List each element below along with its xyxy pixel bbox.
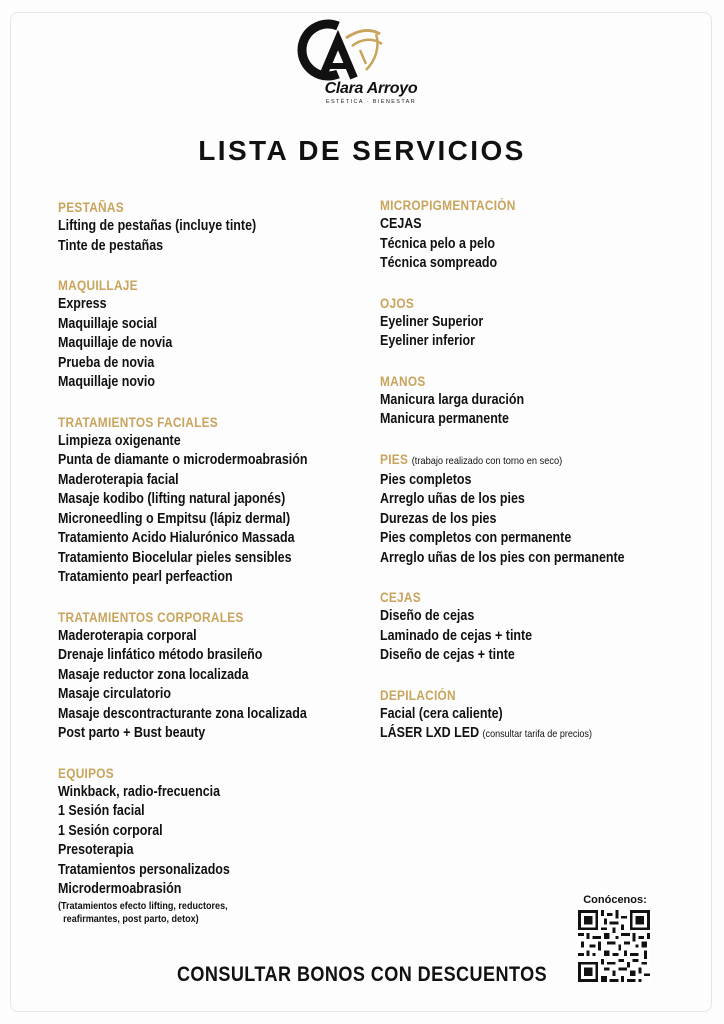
service-item: Masaje circulatorio (58, 686, 171, 702)
brand-name: Clara Arroyo (324, 80, 418, 97)
service-item: Maquillaje novio (58, 374, 156, 390)
qr-code-icon[interactable] (578, 908, 650, 984)
service-item: Post parto + Bust beauty (58, 725, 206, 741)
service-item: Maderoterapia facial (58, 471, 179, 488)
qr-label: Conócenos: (583, 894, 647, 906)
service-item: Pies completos (380, 471, 472, 488)
service-item: Maquillaje de novia (58, 335, 173, 351)
service-item: Limpieza oxigenante (58, 432, 181, 449)
service-item: Pies completos con permanente (380, 530, 572, 546)
services-left-column (58, 198, 358, 946)
service-item: Arreglo uñas de los pies con permanente (380, 549, 625, 566)
section-heading: MICROPIGMENTACIÓN (380, 198, 516, 213)
section-heading: MANOS (380, 373, 426, 389)
section-micropigmentacion (380, 196, 710, 274)
section-manos (380, 372, 710, 430)
services-right-column (380, 196, 710, 765)
service-item: Express (58, 296, 107, 312)
section-heading-label: PIES (380, 451, 409, 467)
service-item: Técnica pelo a pelo (380, 235, 496, 252)
section-heading: OJOS (380, 295, 415, 311)
section-heading: DEPILACIÓN (380, 687, 456, 703)
service-item: Arreglo uñas de los pies (380, 491, 525, 507)
service-item: Maderoterapia corporal (58, 627, 197, 644)
service-item: CEJAS (380, 216, 422, 232)
service-item: Durezas de los pies (380, 510, 497, 527)
service-item: Tratamiento pearl perfeaction (58, 569, 233, 585)
section-depilacion (380, 686, 710, 745)
service-item: Prueba de novia (58, 354, 155, 371)
brand-tagline: ESTÉTICA · BIENESTAR (325, 99, 417, 105)
service-item: Técnica sompreado (380, 255, 498, 271)
equipos-note: reafirmantes, post parto, detox) (63, 912, 199, 925)
section-equipos (58, 764, 358, 926)
section-heading: MAQUILLAJE (58, 278, 138, 293)
service-item: Masaje descontracturante zona localizada (58, 705, 307, 722)
service-item: 1 Sesión facial (58, 803, 145, 819)
page-title: LISTA DE SERVICIOS (198, 135, 526, 166)
service-item: Tratamientos personalizados (58, 861, 230, 878)
bonos-cta: CONSULTAR BONOS CON DESCUENTOS (176, 963, 548, 986)
service-item: Winkback, radio-frecuencia (58, 783, 221, 800)
section-pies (380, 450, 710, 569)
service-item: Masaje kodibo (lifting natural japonés) (58, 491, 286, 507)
section-heading: CEJAS (380, 590, 421, 605)
section-heading-note: (trabajo realizado con torno en seco) (411, 454, 563, 467)
service-item: Drenaje linfático método brasileño (58, 647, 263, 663)
service-item: Maquillaje social (58, 315, 158, 332)
section-ojos (380, 294, 710, 352)
service-item: Manicura larga duración (380, 391, 525, 408)
service-item: Eyeliner inferior (380, 333, 475, 349)
service-item: Laminado de cejas + tinte (380, 627, 533, 644)
section-heading (380, 450, 670, 471)
service-item-label: LÁSER LXD LED (380, 725, 480, 741)
section-maquillaje (58, 276, 358, 393)
service-item: Facial (cera caliente) (380, 705, 503, 722)
section-heading: TRATAMIENTOS CORPORALES (58, 609, 244, 625)
service-item: Microdermoabrasión (58, 881, 182, 897)
service-item: Punta de diamante o microdermoabrasión (58, 452, 308, 468)
service-item (380, 724, 664, 745)
equipos-note: (Tratamientos efecto lifting, reductores, (58, 899, 228, 912)
section-tratamientos-faciales (58, 413, 358, 588)
service-item: Diseño de cejas (380, 608, 475, 624)
service-item: Diseño de cejas + tinte (380, 647, 515, 663)
service-item: Microneedling o Empitsu (lápiz dermal) (58, 510, 291, 527)
service-item: Eyeliner Superior (380, 313, 484, 330)
service-item: Lifting de pestañas (incluye tinte) (58, 218, 257, 234)
section-heading: PESTAÑAS (58, 200, 124, 215)
service-item: Tinte de pestañas (58, 237, 164, 254)
service-item: 1 Sesión corporal (58, 822, 163, 839)
section-tratamientos-corporales (58, 608, 358, 744)
section-cejas (380, 588, 710, 666)
service-item: Tratamiento Biocelular pieles sensibles (58, 549, 292, 566)
section-heading: TRATAMIENTOS FACIALES (58, 414, 218, 430)
service-item: Tratamiento Acido Hialurónico Massada (58, 530, 295, 546)
section-pestanas (58, 198, 358, 256)
service-item: Masaje reductor zona localizada (58, 666, 249, 683)
service-item-note: (consultar tarifa de precios) (482, 728, 592, 740)
service-item: Presoterapia (58, 842, 134, 858)
service-item: Manicura permanente (380, 411, 509, 427)
section-heading: EQUIPOS (58, 765, 114, 781)
